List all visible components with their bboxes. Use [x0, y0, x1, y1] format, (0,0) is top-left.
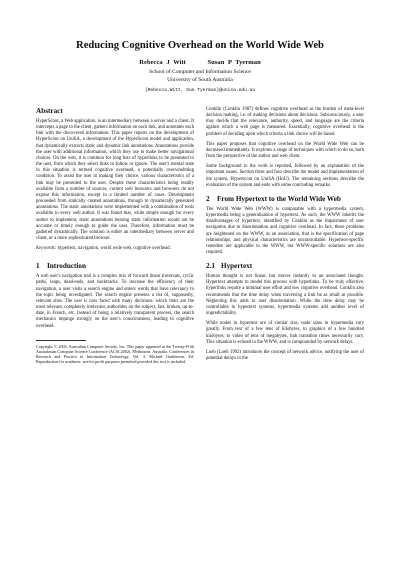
section-number: 2.1 [206, 262, 215, 271]
section-heading-from-hypertext [206, 195, 364, 203]
copyright-footnote: Copyright © 2003, Australian Computer Society, Inc. This paper appeared at the Twenty-Fifth Australasian Computer Science Conference (ACSC2002), Melbourne, Australia. Conferences in Research and Practice in Information Technology, Vol. 4. Michael Oudshoorn, Ed. Reproduction for academic, not-for profit purposes permitted provided this text is included. [36, 343, 194, 365]
hypertext-body-3: Loeb (Loeb 1992) introduces the concept of network advice, notifying the user of potential delays in the [206, 349, 364, 361]
author-name: Susan P Tyerman [207, 59, 261, 66]
author-emails: {Rebecca.Witt, Sue.Tyerman}@unisa.edu.au [144, 88, 256, 93]
section-title: Introduction [47, 262, 87, 271]
footnote-rule [36, 340, 86, 341]
right-column [206, 107, 364, 366]
section-title: From Hypertext to the World Wide Web [217, 194, 341, 203]
section-number: 2 [206, 194, 210, 203]
conklin-paragraph: Conklin (Conklin 1987) defines cognitive overhead as the burden of meta-level decision making, i.e. of making decisions about decisions. Subconsciously, a user may decide that the relevance, authority, speed, and language are the criteria against which a web page is measured. Essentially, cognitive overhead is the problem of deciding upon which criteria a link choice will be based. [206, 107, 364, 137]
proposal-paragraph: This paper proposes that cognitive overhead on the World Wide Web can be decreased immediately. It explores a range of techniques with which to do so, both from the perspective of the author and web client. [206, 141, 364, 160]
hypertext-body-2: While nodes in hypertext are of similar size, node sizes in hypermedia vary greatly. From text of a few tens of kilobytes, to graphics of a few hundred kilobytes, to video of tens of megabytes, link transition times necessarily vary. This situation is echoed in the WWW, and is compounded by network delays. [206, 321, 364, 345]
section-heading-introduction [36, 262, 194, 270]
author-name: Rebecca J Witt [139, 59, 186, 66]
from-hypertext-body: The World Wide Web (WWW) is comparable with a hypermedia system, hypermedia being a generalisation of hypertext. As such, the WWW inherits the disadvantages of hypertext, identified by Conklin as the impairment of user navigation due to disorientation and cognitive overhead. In fact, these problems are heightened on the WWW, as an association, that is the specification of page relationships, and physical characteristics are uncontrollable. Hypertext-specific remedies are applicable to the WWW, but WWW-specific solutions are also required. [206, 206, 364, 255]
keywords-line [36, 246, 194, 252]
background-paragraph: Some background to the work is reported, followed by an explanation of the important issues. Section three and four describe the model and implementation of the system, Hyperscout on UniSA (HoU). The remaining sections describe the evaluation of the system and ends with some concluding remarks. [206, 164, 364, 188]
left-column [36, 107, 194, 365]
abstract-heading: Abstract [36, 107, 63, 115]
hypertext-body-1: Human thought is not linear, but moves instantly to an associated thought. Hypertext attempts to model this process with hyperlinks. To be truly effective, hyperlinks require a minimal user effort and low cognitive overhead. Conklin also recommends that the time delay when traversing a link be as small as possible. Neglecting this adds to user disorientation. While the time delay may be controllable in hypertext systems, hypermedia systems add another level of unpredictability. [206, 274, 364, 317]
abstract-body: HyperScout, a Web application, is an intermediary between a server and a client. It intercepts a page to the client, gathers information on each link, and annotates each link with the discovered information. This paper reports on the development of HyperScout on UniSA, a development of the HyperScout model and application, that dynamically extracts static and dynamic link annotations. Annotations provide the user with additional information, which they use to make better navigational choices. On the web, it is common for long lists of hyperlinks to be presented to the user, from which they select links to follow or ignore. The user's mental state in this situation is termed cognitive overhead, a potentially overwhelming condition. To assist the user in making their choice, various characteristics of a link may be presented to the user. Despite these characteristics being readily available from a number of sources, current web browsers and browsers do not expose this information, except in a limited number of cases. Development proceeded from statically created annotations, through to dynamically generated annotations. The static annotations were implemented with a combination of tools available to every web author. It was found that, while simple enough for every author to implement, static annotations bearing static information would not be accurate or timely enough to guide the user. Therefore, information must be gathered dynamically. The solution is either an intermediary between server and client, or a more sophisticated browser. [36, 119, 194, 241]
author-list [0, 59, 400, 66]
affiliation-school: School of Computer and Information Science [149, 69, 251, 75]
introduction-body: A web user's navigation trail is a complex mix of forward linear traversals, cyclic paths, leaps, dead-ends, and backtracks. To increase the efficiency of their navigation, a user visits a search engine and enters words that have relevancy to the topic being investigated. The search engine presents a list of, supposedly, relevant sites. The user is now faced with many decisions: which links are the most relevant, completely irrelevant, authorities on the subject, fast, broken, up-to-date, in French, etc. Instead of being a relatively transparent process, the search mechanics impinge strongly on the user's consciousness, leading to cognitive overhead. [36, 274, 194, 329]
subsection-heading-hypertext [206, 262, 364, 270]
keywords-label: Keywords: [36, 246, 57, 252]
keywords-text: hypertext, navigation, world wide web, cognitive overhead. [57, 246, 171, 252]
section-title: Hypertext [221, 262, 253, 271]
affiliation-university: University of South Australia [167, 77, 233, 83]
paper-title: Reducing Cognitive Overhead on the World Wide Web [76, 40, 324, 51]
section-number: 1 [36, 262, 40, 271]
